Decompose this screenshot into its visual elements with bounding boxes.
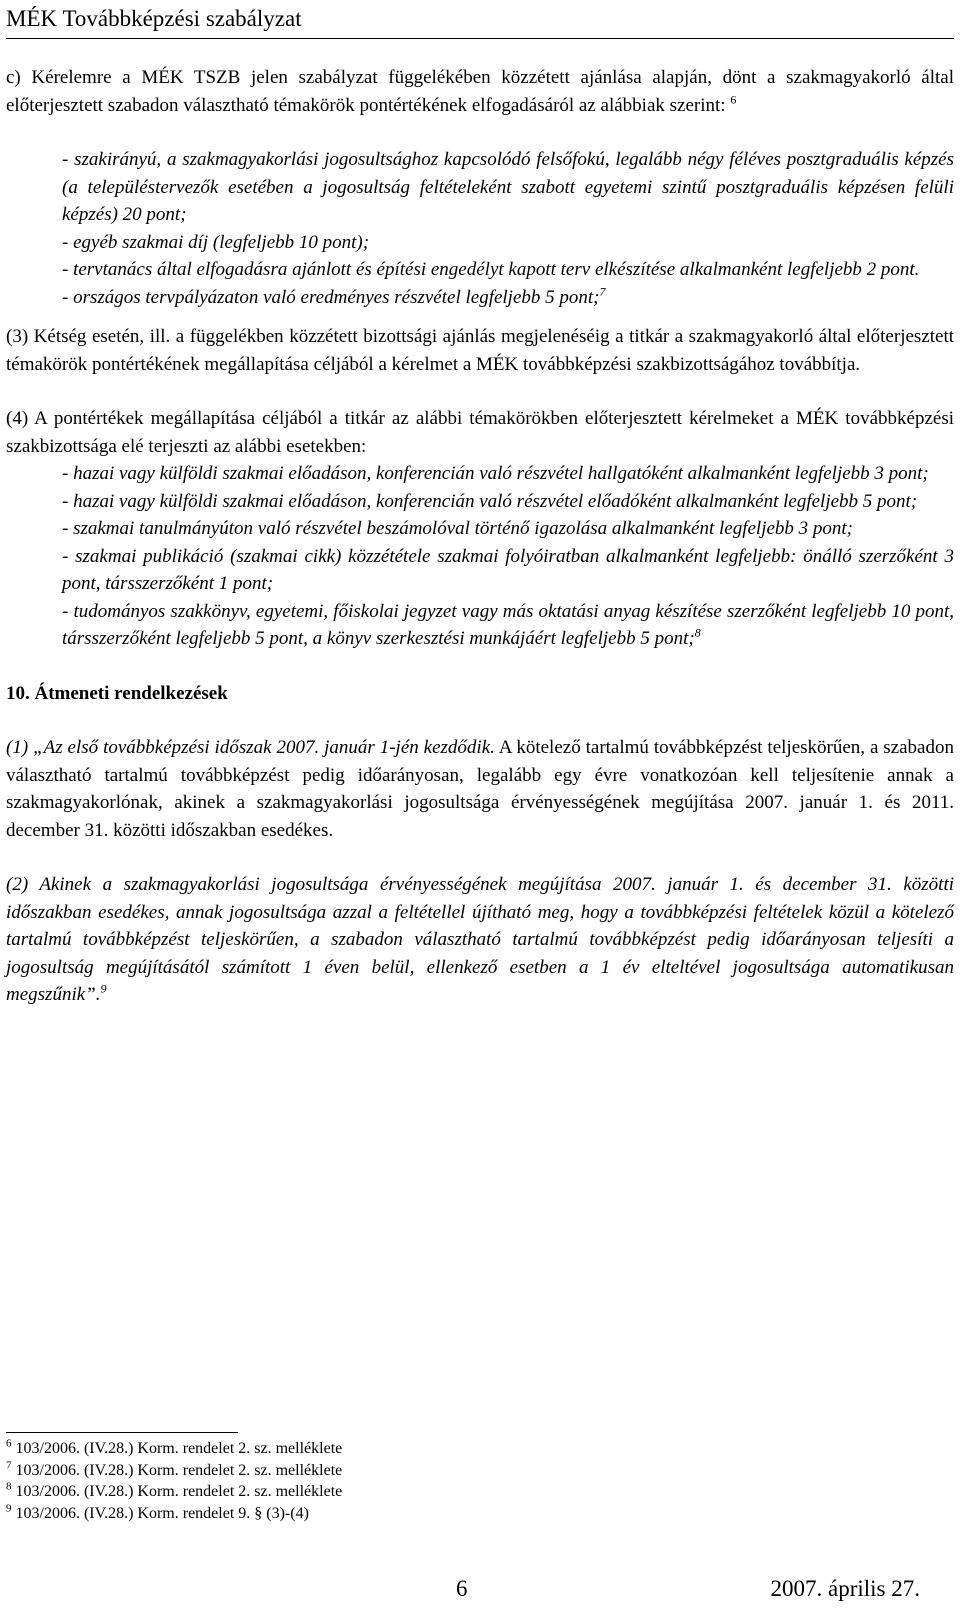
paragraph-c-intro: c) Kérelemre a MÉK TSZB jelen szabályzat függelékében közzétett ajánlása alapján, dönt a szakmagyakorló által előterjesztett szabadon választható témakörök pontértékének elfogadásáról az alábbiak szerint: $^6$ <box>6 67 954 116</box>
page-header <box>6 4 954 39</box>
list-item: - szakmai publikáció (szakmai cikk) közzététele szakmai folyóiratban alkalmanként legfeljebb: önálló szerzőként 3 pont, társszerzőként 1 pont; <box>62 545 954 594</box>
footnote-ref: 6 <box>730 92 737 107</box>
footnote: $^9$ 103/2006. (IV.28.) Korm. rendelet 9. § (3)-(4) <box>6 1502 309 1522</box>
list-item: - tudományos szakkönyv, egyetemi, főiskolai jegyzet vagy más oktatási anyag készítése szerzőként legfeljebb 10 pont, társszerzőként legfeljebb 5 pont, a könyv szerkesztési munkájáért legfeljebb 5 pont;$^8$ <box>62 600 954 649</box>
footnote: $^7$ 103/2006. (IV.28.) Korm. rendelet 2. sz. melléklete <box>6 1459 343 1479</box>
section-heading: 10. Átmeneti rendelkezések <box>6 682 228 704</box>
list-item: - hazai vagy külföldi szakmai előadáson, konferencián való részvétel hallgatóként alkalmanként legfeljebb 3 pont; <box>62 463 929 484</box>
page-number: 6 <box>456 1576 468 1601</box>
document-title: MÉK Továbbképzési szabályzat <box>6 6 302 31</box>
section-10-paragraph-2: (2) Akinek a szakmagyakorlási jogosultsága érvényességének megújítása 2007. január 1. és december 31. közötti időszakban esedékes, annak jogosultsága azzal a feltétellel újítható meg, hogy a továbbképzési feltételek közül a kötelező tartalmú továbbképzést teljeskörűen, a szabadon választható tartalmú továbbképzést pedig időarányosan teljesíti a jogosultság megújításától számított 1 éven belül, ellenkező esetben a 1 év elteltével jogosultsága automatikusan megszűnik”.$^9$ <box>6 874 954 1005</box>
list-item: - szakirányú, a szakmagyakorlási jogosultsághoz kapcsolódó felsőfokú, legalább négy féléves posztgraduális képzés (a településtervezők esetében a jogosultság feltételeként szabott egyetemi szintű posztgraduális képzésen felüli képzés) 20 pont; <box>62 149 954 225</box>
footnotes <box>6 1438 806 1524</box>
paragraph-4: (4) A pontértékek megállapítása céljából a titkár az alábbi témakörökben előterjesztett kérelmeket a MÉK továbbképzési szakbizottsága elé terjeszti az alábbi esetekben: <box>6 408 954 457</box>
footnote-ref: 9 <box>100 981 107 996</box>
footnote: $^8$ 103/2006. (IV.28.) Korm. rendelet 2. sz. melléklete <box>6 1480 343 1500</box>
list-item: - hazai vagy külföldi szakmai előadáson, konferencián való részvétel előadóként alkalmanként legfeljebb 5 pont; <box>62 490 918 512</box>
footnote: $^6$ 103/2006. (IV.28.) Korm. rendelet 2. sz. melléklete <box>6 1437 343 1457</box>
page-date: 2007. április 27. <box>770 1576 920 1601</box>
list-item: - egyéb szakmai díj (legfeljebb 10 pont); <box>62 231 370 253</box>
list-item: - szakmai tanulmányúton való részvétel beszámolóval történő igazolása alkalmanként legfeljebb 3 pont; <box>62 518 854 539</box>
document-body <box>6 64 954 1009</box>
section-10-paragraph-1: (1) „Az első továbbképzési időszak 2007. január 1-jén kezdődik. A kötelező tartalmú továbbképzést teljeskörűen, a szabadon választható tartalmú továbbképzést pedig időarányosan, legalább egy évre vonatkozóan kell teljesítenie annak a szakmagyakorlónak, akinek a szakmagyakorlási jogosultsága érvényességének megújítása 2007. január 1. és 2011. december 31. közötti időszakban esedékes. <box>6 737 954 841</box>
list-item: - tervtanács által elfogadásra ajánlott és építési engedélyt kapott terv elkészítése alkalmanként legfeljebb 2 pont. <box>62 259 920 280</box>
footnote-ref: 7 <box>599 284 606 299</box>
footnote-ref: 8 <box>694 625 701 640</box>
list-item: - országos tervpályázaton való eredményes részvétel legfeljebb 5 pont;$^7$ <box>62 284 606 308</box>
footnote-separator <box>6 1432 238 1433</box>
paragraph-3: (3) Kétség esetén, ill. a függelékben közzétett bizottsági ajánlás megjelenéséig a titkár a szakmagyakorló által előterjesztett témakörök pontértékének megállapítása céljából a kérelmet a MÉK továbbképzési szakbizottságához továbbítja. <box>6 326 954 375</box>
